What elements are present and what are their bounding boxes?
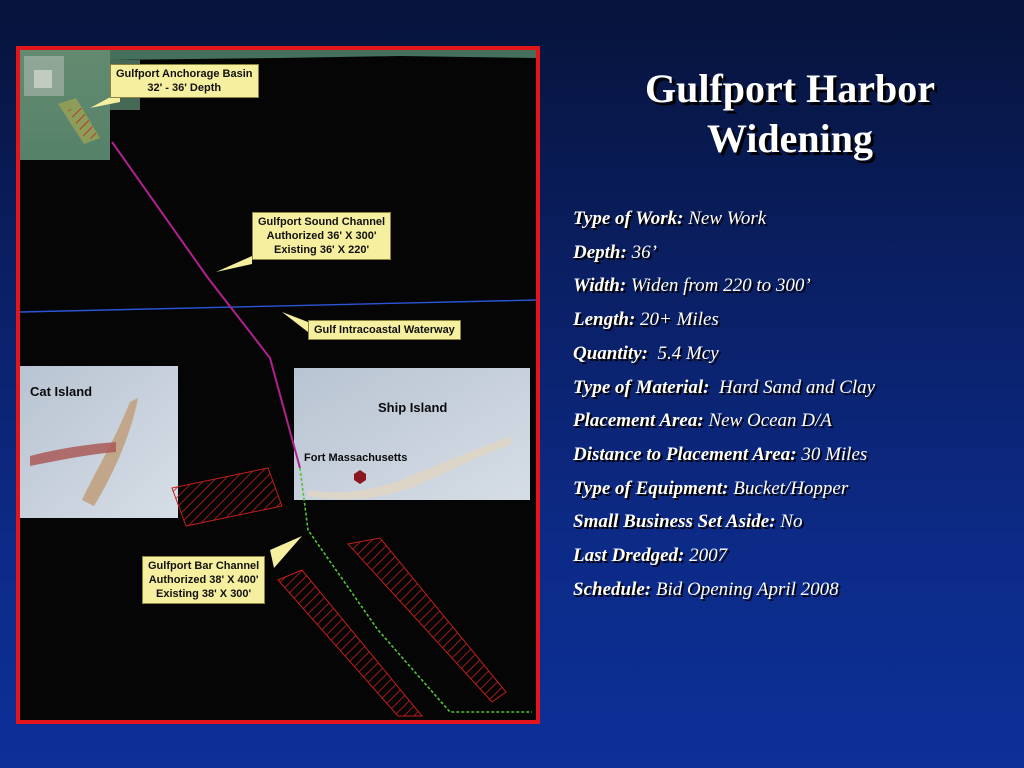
bar-channel-callout-line2: Authorized 38' X 400'	[148, 574, 259, 586]
spec-label: Distance to Placement Area:	[573, 443, 797, 465]
spec-label: Type of Material:	[573, 376, 710, 398]
intracoastal-waterway-line	[20, 300, 536, 312]
bar-channel-callout-line3: Existing 38' X 300'	[156, 588, 252, 600]
spec-value: 20+ Miles	[635, 309, 719, 331]
spec-label: Small Business Set Aside:	[573, 511, 776, 533]
spec-length	[573, 303, 1013, 337]
harbor-map	[16, 46, 540, 724]
spec-value: Bucket/Hopper	[728, 477, 849, 499]
spec-placement-area	[573, 404, 1013, 438]
intracoastal-callout	[308, 320, 461, 340]
slide-title	[560, 64, 1020, 164]
spec-label: Length:	[573, 309, 636, 331]
spec-value: New Work	[683, 208, 767, 229]
spec-value: 30 Miles	[796, 443, 868, 465]
spec-label: Quantity:	[573, 342, 648, 364]
spec-value: Bid Opening April 2008	[651, 578, 839, 600]
spec-label: Width:	[573, 275, 627, 297]
spec-depth	[573, 236, 1013, 270]
spec-type-of-work	[573, 202, 1013, 236]
spec-value: 5.4 Mcy	[647, 342, 719, 364]
bar-channel-callout-line1: Gulfport Bar Channel	[148, 560, 260, 572]
spec-value: 36’	[626, 241, 657, 263]
spec-type-of-equipment	[573, 472, 1013, 506]
anchorage-callout-line2: 32' - 36' Depth	[147, 82, 222, 94]
spec-value: No	[775, 511, 803, 533]
spec-label: Type of Work:	[573, 208, 684, 229]
spec-label: Schedule:	[573, 578, 652, 600]
sound-channel-callout-line1: Gulfport Sound Channel	[258, 216, 386, 228]
cat-island-label: Cat Island	[30, 384, 93, 399]
spec-value: Hard Sand and Clay	[709, 376, 876, 398]
project-specs	[573, 202, 1013, 606]
title-line-1: Gulfport Harbor	[645, 66, 935, 111]
spec-value: 2007	[684, 545, 728, 567]
spec-distance	[573, 438, 1013, 472]
spec-width	[573, 269, 1013, 303]
placement-area-1	[172, 468, 282, 526]
bar-channel-callout	[142, 556, 265, 604]
anchorage-callout	[110, 64, 259, 98]
sound-channel-callout	[252, 212, 391, 260]
intracoastal-callout-line1: Gulf Intracoastal Waterway	[314, 324, 455, 336]
spec-label: Type of Equipment:	[573, 477, 729, 499]
spec-label: Last Dredged:	[573, 545, 685, 567]
spec-label: Depth:	[573, 241, 627, 263]
spec-type-of-material	[573, 371, 1013, 405]
sound-channel-callout-line2: Authorized 36' X 300'	[266, 230, 377, 242]
ship-island-label: Ship Island	[378, 400, 448, 415]
spec-label: Placement Area:	[573, 410, 704, 432]
spec-value: Widen from 220 to 300’	[626, 275, 811, 297]
map-graphic	[20, 50, 536, 720]
spec-value: New Ocean D/A	[703, 410, 832, 432]
spec-schedule	[573, 573, 1013, 607]
spec-last-dredged	[573, 539, 1013, 573]
anchorage-callout-line1: Gulfport Anchorage Basin	[116, 68, 253, 80]
spec-small-business	[573, 505, 1013, 539]
fort-label: Fort Massachusetts	[304, 452, 408, 464]
spec-quantity	[573, 337, 1013, 371]
title-line-2: Widening	[707, 116, 873, 161]
sound-channel-callout-line3: Existing 36' X 220'	[273, 244, 370, 256]
